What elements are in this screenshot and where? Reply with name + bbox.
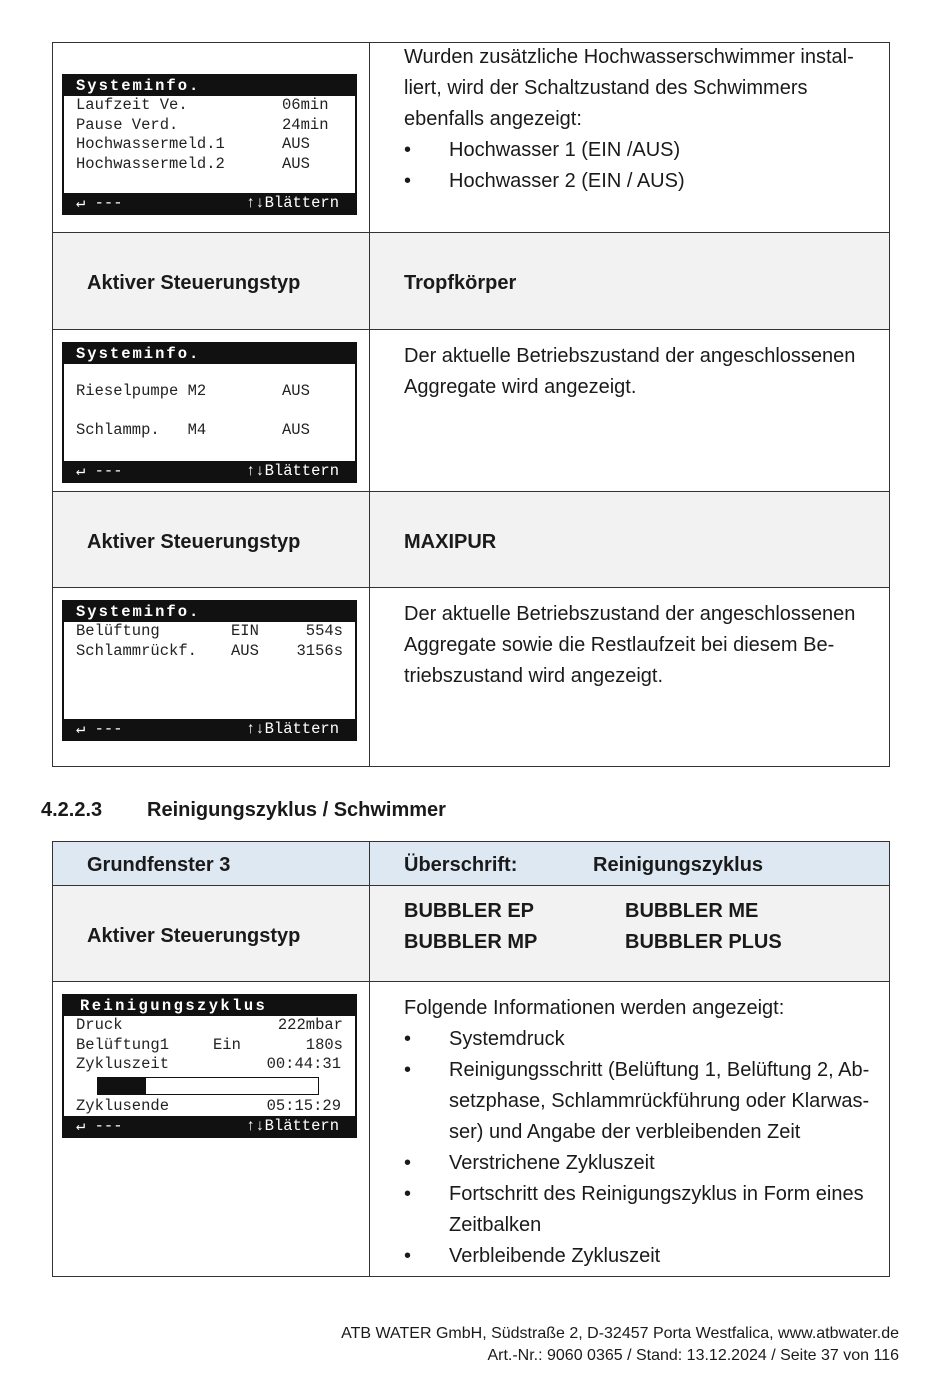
systeminfo-table: Systeminfo. Laufzeit Ve. 06min Pause Verd. 24min Hochwassermeld.1 AUS Hochwassermeld.2 AUS ↵ --- ↑↓Blättern Wurden zusätzliche Hochwasserschwimmer instal- liert, wird der Schaltzustand des Schwimmers ebenfalls angezeigt: • Hochwasser 1 (EIN /AUS) • Hochwasser 2 (EIN / AUS) Aktiver Steuerungstyp Tropfkörper Systeminfo. Rieselpumpe M2 AUS Schlammp. M4 AUS ↵ --- ↑↓Blättern Der aktuelle Betriebszustand der angeschlossenen Aggregate wird angezeigt. Aktiver Steuerungstyp MAXIPUR Systeminfo. Belüftung EIN 554s Schlammrückf. AUS 3156s ↵ --- ↑↓Blättern Der aktuelle Betriebszustand der angeschlossenen Aggregate sowie die Restlaufzeit bei diesem Be- triebszustand wird angezeigt. <box>52 42 890 767</box>
scroll-hint: ↑↓Blättern <box>245 462 339 480</box>
intro-text: Folgende Informationen werden angezeigt: <box>404 997 785 1019</box>
lcd-row: Druck 222mbar <box>76 1016 343 1034</box>
enter-icon: ↵ --- <box>76 720 123 738</box>
description-cell: Wurden zusätzliche Hochwasserschwimmer instal- liert, wird der Schaltzustand des Schwimmers ebenfalls angezeigt: • Hochwasser 1 (EIN /AUS) • Hochwasser 2 (EIN / AUS) <box>370 43 890 233</box>
cycle-progress-fill <box>98 1078 146 1094</box>
section-title: Reinigungszyklus / Schwimmer <box>147 799 446 821</box>
lcd-row: Schlammrückf. AUS 3156s <box>76 641 343 660</box>
lcd-footer <box>64 461 355 481</box>
type-value: BUBBLER EP <box>404 900 535 922</box>
lcd-title: Systeminfo. <box>64 602 355 622</box>
cycle-progress-bar <box>97 1077 319 1095</box>
lcd-cell <box>53 43 370 233</box>
lcd-row: Zykluszeit 00:44:31 <box>76 1055 341 1073</box>
bullet-list <box>404 135 889 197</box>
section-heading <box>41 799 446 822</box>
list-item: • Reinigungsschritt (Belüftung 1, Belüftung 2, Ab-setzphase, Schlammrückführung oder Klarwas-ser) und Angabe der verbleibenden Zeit <box>404 1055 881 1148</box>
page-footer-article: Art.-Nr.: 9060 0365 / Stand: 13.12.2024 / Seite 37 von 116 <box>487 1347 899 1364</box>
lcd-row: Rieselpumpe M2 AUS <box>76 382 310 400</box>
list-item: • Systemdruck <box>404 1024 881 1055</box>
type-value: BUBBLER MP <box>404 931 538 953</box>
lcd-display-systeminfo-1 <box>62 74 357 215</box>
lcd-display-systeminfo-2 <box>62 342 357 483</box>
lcd-title: Systeminfo. <box>64 76 355 96</box>
type-value: BUBBLER PLUS <box>625 931 782 953</box>
lcd-row: Laufzeit Ve. 06min <box>76 96 329 114</box>
lcd-footer <box>64 719 355 739</box>
type-label: Aktiver Steuerungstyp <box>87 272 301 294</box>
lcd-title: Systeminfo. <box>64 344 355 364</box>
lcd-row: Belüftung1 Ein 180s <box>76 1035 343 1054</box>
lcd-row: Hochwassermeld.1 AUS <box>76 135 310 153</box>
enter-icon: ↵ --- <box>76 1117 123 1135</box>
scroll-hint: ↑↓Blättern <box>245 720 339 738</box>
lcd-footer <box>64 193 355 213</box>
lcd-title: Reinigungszyklus <box>64 996 355 1016</box>
type-label: Aktiver Steuerungstyp <box>87 925 301 947</box>
page-footer-address: ATB WATER GmbH, Südstraße 2, D-32457 Porta Westfalica, www.atbwater.de <box>341 1325 899 1342</box>
window-label: Grundfenster 3 <box>87 854 231 876</box>
bullet-list <box>404 1024 881 1272</box>
lcd-display-reinigungszyklus <box>62 994 357 1138</box>
lcd-row: Pause Verd. 24min <box>76 115 329 134</box>
heading-label: Überschrift: <box>404 854 518 876</box>
type-value: Tropfkörper <box>404 272 517 294</box>
lcd-row: Belüftung EIN 554s <box>76 622 343 640</box>
type-value: BUBBLER ME <box>625 900 759 922</box>
list-item: • Verbleibende Zykluszeit <box>404 1241 881 1272</box>
list-item: • Hochwasser 2 (EIN / AUS) <box>404 166 889 197</box>
lcd-row: Hochwassermeld.2 AUS <box>76 154 310 173</box>
enter-icon: ↵ --- <box>76 462 123 480</box>
lcd-display-systeminfo-3 <box>62 600 357 741</box>
scroll-hint: ↑↓Blättern <box>245 1117 339 1135</box>
lcd-row: Schlammp. M4 AUS <box>76 420 310 439</box>
lcd-row: Zyklusende 05:15:29 <box>76 1096 341 1115</box>
reinigungszyklus-table <box>52 841 890 1277</box>
heading-value: Reinigungszyklus <box>593 854 764 876</box>
section-number: 4.2.2.3 <box>41 799 103 821</box>
list-item: • Fortschritt des Reinigungszyklus in Form eines Zeitbalken <box>404 1179 881 1241</box>
list-item: • Verstrichene Zykluszeit <box>404 1148 881 1179</box>
type-label: Aktiver Steuerungstyp <box>87 531 301 553</box>
lcd-footer <box>64 1116 355 1136</box>
enter-icon: ↵ --- <box>76 194 123 212</box>
type-value: MAXIPUR <box>404 531 497 553</box>
list-item: • Hochwasser 1 (EIN /AUS) <box>404 135 889 166</box>
scroll-hint: ↑↓Blättern <box>245 194 339 212</box>
